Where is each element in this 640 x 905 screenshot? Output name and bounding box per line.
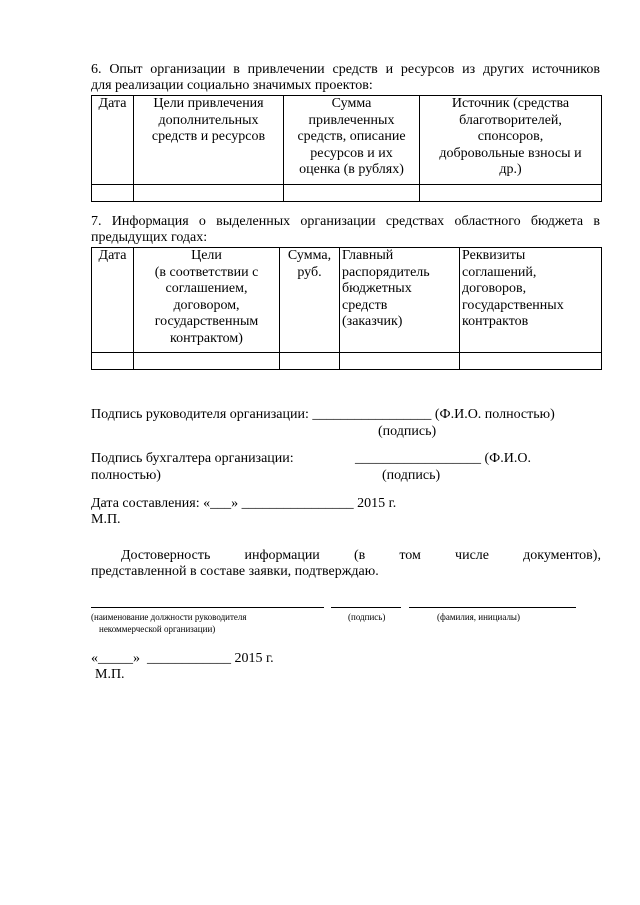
header-cell-line: средств и ресурсов bbox=[151, 129, 266, 144]
section7-col-goals bbox=[134, 248, 280, 353]
section7-col-requisites bbox=[460, 248, 602, 353]
header-cell-line: Цели привлечения bbox=[153, 96, 264, 111]
position-caption-line2: некоммерческой организации) bbox=[99, 624, 216, 634]
footer-date-line: «_____» ____________ 2015 г. bbox=[91, 651, 274, 666]
section7-table bbox=[91, 247, 602, 370]
header-cell-line: ресурсов и их bbox=[310, 145, 393, 161]
table-cell[interactable] bbox=[134, 353, 280, 370]
stamp-label: М.П. bbox=[91, 512, 121, 527]
section6-header-row bbox=[92, 96, 602, 185]
section6-empty-row bbox=[92, 185, 602, 202]
section7-col-amount bbox=[280, 248, 340, 353]
header-cell-line: Сумма, bbox=[287, 248, 332, 263]
header-cell-line: контрактом) bbox=[170, 330, 243, 346]
section7-heading-line1: 7. Информация о выделенных организации средствах областного бюджета в bbox=[91, 214, 600, 229]
confirmation-word: числе bbox=[455, 548, 489, 563]
header-cell-line: средств, описание bbox=[297, 129, 406, 144]
section7-col-manager bbox=[340, 248, 460, 353]
header-cell-line: Цели bbox=[191, 248, 222, 263]
header-cell-line: распорядитель bbox=[342, 264, 430, 280]
confirmation-word: Достоверность bbox=[121, 548, 211, 563]
accountant-signature-line2: полностью) bbox=[91, 468, 161, 483]
section6-col-goals bbox=[134, 96, 284, 185]
header-cell-line: руб. bbox=[297, 264, 322, 280]
compilation-date-line: Дата составления: «___» ________________ 2015 г. bbox=[91, 496, 397, 511]
section6-table bbox=[91, 95, 602, 202]
header-cell-line: Дата bbox=[98, 248, 127, 263]
table-cell[interactable] bbox=[460, 353, 602, 370]
header-cell-line: привлеченных bbox=[308, 112, 395, 128]
section7-header-row bbox=[92, 248, 602, 353]
position-caption: (наименование должности руководителя bbox=[91, 612, 247, 622]
accountant-signature-label: Подпись бухгалтера организации: bbox=[91, 451, 294, 466]
section7-heading-line2: предыдущих годах: bbox=[91, 230, 208, 245]
signature-caption: (подпись) bbox=[348, 612, 386, 622]
section7-empty-row bbox=[92, 353, 602, 370]
section6-heading-line1: 6. Опыт организации в привлечении средств и ресурсов из других источников bbox=[91, 62, 600, 77]
head-signature-line: Подпись руководителя организации: _________________ (Ф.И.О. полностью) bbox=[91, 407, 555, 422]
header-cell-line: соглашением, bbox=[165, 281, 248, 296]
header-cell-line: дополнительных bbox=[158, 112, 259, 128]
table-cell[interactable] bbox=[92, 185, 134, 202]
table-cell[interactable] bbox=[284, 185, 420, 202]
table-cell[interactable] bbox=[92, 353, 134, 370]
accountant-signature-field: __________________ (Ф.И.О. bbox=[355, 451, 531, 466]
confirmation-line1 bbox=[121, 548, 601, 564]
section7-col-date bbox=[92, 248, 134, 353]
position-signature-line[interactable] bbox=[91, 607, 324, 608]
table-cell[interactable] bbox=[280, 353, 340, 370]
header-cell-line: благотворителей, bbox=[459, 112, 562, 128]
header-cell-line: Главный bbox=[342, 248, 394, 263]
signature-line[interactable] bbox=[331, 607, 401, 608]
header-cell-line: государственных bbox=[462, 297, 564, 313]
header-cell-line: государственным bbox=[154, 314, 259, 329]
name-caption: (фамилия, инициалы) bbox=[437, 612, 520, 622]
header-cell-line: средств bbox=[342, 297, 388, 313]
header-cell-line: оценка (в рублях) bbox=[299, 162, 404, 177]
footer-stamp-label: М.П. bbox=[95, 667, 125, 682]
confirmation-word: документов), bbox=[523, 548, 601, 563]
header-cell-line: Дата bbox=[98, 96, 127, 111]
header-cell-line: спонсоров, bbox=[477, 129, 544, 144]
section6-heading-line2: для реализации социально значимых проектов: bbox=[91, 78, 373, 93]
header-cell-line: Сумма bbox=[331, 96, 372, 111]
section6-col-amount bbox=[284, 96, 420, 185]
name-signature-line[interactable] bbox=[409, 607, 576, 608]
header-cell-line: договором, bbox=[173, 297, 240, 313]
header-cell-line: контрактов bbox=[462, 314, 529, 329]
head-signature-caption: (подпись) bbox=[378, 424, 437, 439]
header-cell-line: Источник (средства bbox=[451, 96, 570, 111]
header-cell-line: соглашений, bbox=[462, 264, 537, 280]
confirmation-word: информации bbox=[244, 548, 320, 563]
section6-col-source bbox=[420, 96, 602, 185]
confirmation-word: (в bbox=[353, 548, 366, 563]
section6-col-date bbox=[92, 96, 134, 185]
header-cell-line: (в соответствии с bbox=[154, 264, 259, 280]
table-cell[interactable] bbox=[134, 185, 284, 202]
header-cell-line: добровольные взносы и bbox=[439, 145, 582, 161]
header-cell-line: (заказчик) bbox=[342, 314, 403, 329]
header-cell-line: др.) bbox=[499, 162, 522, 177]
accountant-signature-caption: (подпись) bbox=[382, 468, 441, 483]
header-cell-line: бюджетных bbox=[342, 281, 412, 296]
confirmation-line2: представленной в составе заявки, подтверждаю. bbox=[91, 564, 379, 579]
confirmation-word: том bbox=[399, 548, 421, 563]
table-cell[interactable] bbox=[340, 353, 460, 370]
header-cell-line: Реквизиты bbox=[462, 248, 526, 263]
header-cell-line: договоров, bbox=[462, 281, 527, 296]
table-cell[interactable] bbox=[420, 185, 602, 202]
